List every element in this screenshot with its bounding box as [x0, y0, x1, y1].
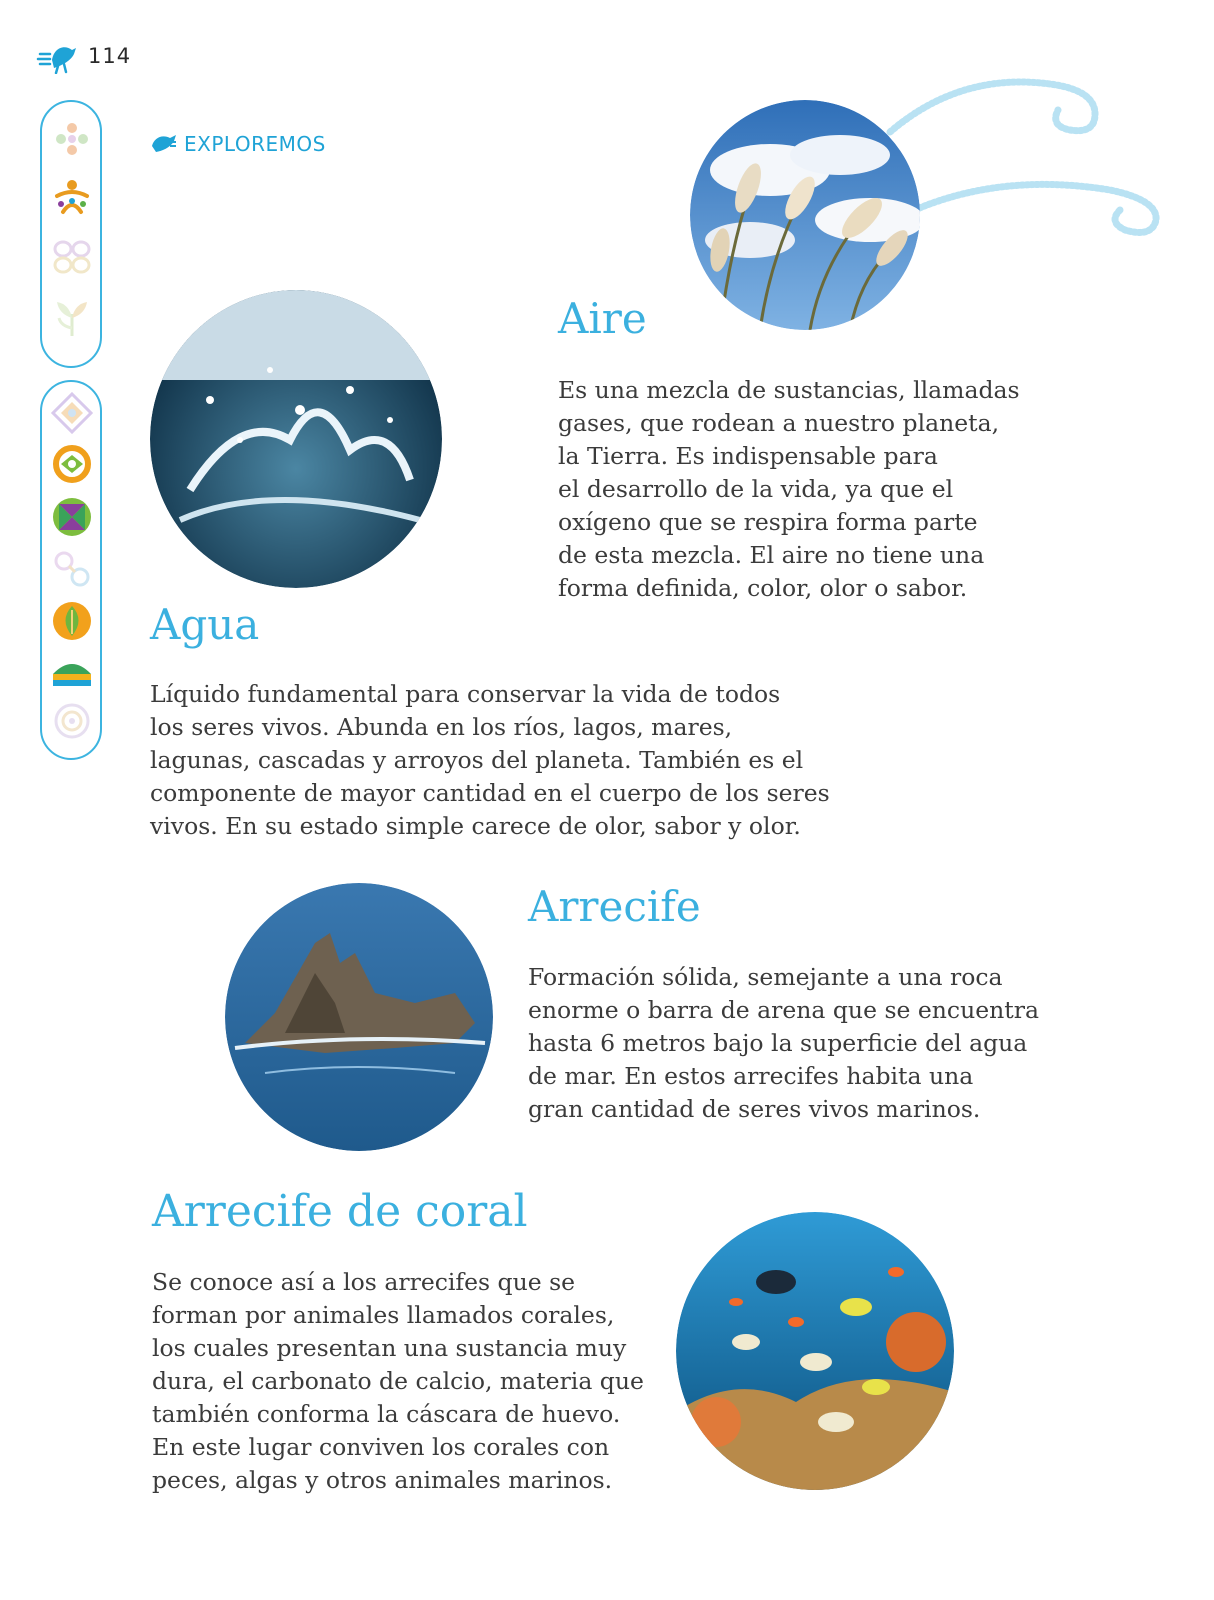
- aire-line: la Tierra. Es indispensable para: [558, 442, 938, 470]
- leaf-icon[interactable]: [51, 600, 93, 642]
- aire-line: el desarrollo de la vida, ya que el: [558, 475, 954, 503]
- rock-in-sea-image: [225, 883, 493, 1151]
- aire-line: Es una mezcla de sustancias, llamadas: [558, 376, 1020, 404]
- hummingbird-icon: [150, 132, 178, 156]
- aire-line: forma definida, color, olor o sabor.: [558, 574, 968, 602]
- butterfly-icon[interactable]: [51, 236, 93, 278]
- wind-swirl-decoration: [880, 62, 1180, 252]
- aire-line: gases, que rodean a nuestro planeta,: [558, 409, 1000, 437]
- spiral-icon[interactable]: [51, 700, 93, 742]
- water-splash-image: [150, 290, 442, 588]
- section-label-text: EXPLOREMOS: [184, 132, 326, 156]
- flower-icon[interactable]: [51, 118, 93, 160]
- sun-figure-icon[interactable]: [51, 176, 93, 218]
- diamond-icon[interactable]: [51, 392, 93, 434]
- eye-ring-icon[interactable]: [51, 443, 93, 485]
- arrecife-description: [528, 961, 1068, 1126]
- hummingbird-icon: [36, 40, 78, 74]
- arrecife-line: Formación sólida, semejante a una roca: [528, 963, 1003, 991]
- chain-icon[interactable]: [51, 548, 93, 590]
- aire-line: de esta mezcla. El aire no tiene una: [558, 541, 985, 569]
- coral-line: dura, el carbonato de calcio, materia que: [152, 1367, 644, 1395]
- agua-line: los seres vivos. Abunda en los ríos, lagos, mares,: [150, 713, 733, 741]
- coral-line: En este lugar conviven los corales con: [152, 1433, 610, 1461]
- agua-line: Líquido fundamental para conservar la vida de todos: [150, 680, 781, 708]
- coral-title: Arrecife de coral: [152, 1186, 528, 1237]
- page-number: 114: [88, 44, 132, 68]
- coral-line: Se conoce así a los arrecifes que se: [152, 1268, 576, 1296]
- plant-icon[interactable]: [51, 296, 93, 338]
- arrecife-line: gran cantidad de seres vivos marinos.: [528, 1095, 981, 1123]
- agua-title: Agua: [150, 600, 260, 649]
- coral-line: los cuales presentan una sustancia muy: [152, 1334, 627, 1362]
- section-label: [150, 132, 326, 156]
- aire-description: [558, 374, 1058, 605]
- agua-line: componente de mayor cantidad en el cuerpo de los seres: [150, 779, 830, 807]
- arrecife-line: enorme o barra de arena que se encuentra: [528, 996, 1039, 1024]
- coral-reef-fish-image: [676, 1212, 954, 1490]
- agua-line: lagunas, cascadas y arroyos del planeta. También es el: [150, 746, 804, 774]
- agua-description: [150, 678, 870, 843]
- arrecife-line: hasta 6 metros bajo la superficie del agua: [528, 1029, 1028, 1057]
- coral-line: peces, algas y otros animales marinos.: [152, 1466, 613, 1494]
- coral-description: [152, 1266, 672, 1497]
- arrecife-title: Arrecife: [528, 882, 701, 931]
- sky-pampas-grass-image: [690, 100, 920, 330]
- coral-line: forman por animales llamados corales,: [152, 1301, 615, 1329]
- bridge-icon[interactable]: [51, 652, 93, 694]
- coral-line: también conforma la cáscara de huevo.: [152, 1400, 621, 1428]
- agua-line: vivos. En su estado simple carece de olor, sabor y olor.: [150, 812, 801, 840]
- arrecife-line: de mar. En estos arrecifes habita una: [528, 1062, 974, 1090]
- aire-title: Aire: [558, 294, 647, 343]
- aire-line: oxígeno que se respira forma parte: [558, 508, 978, 536]
- hourglass-icon[interactable]: [51, 496, 93, 538]
